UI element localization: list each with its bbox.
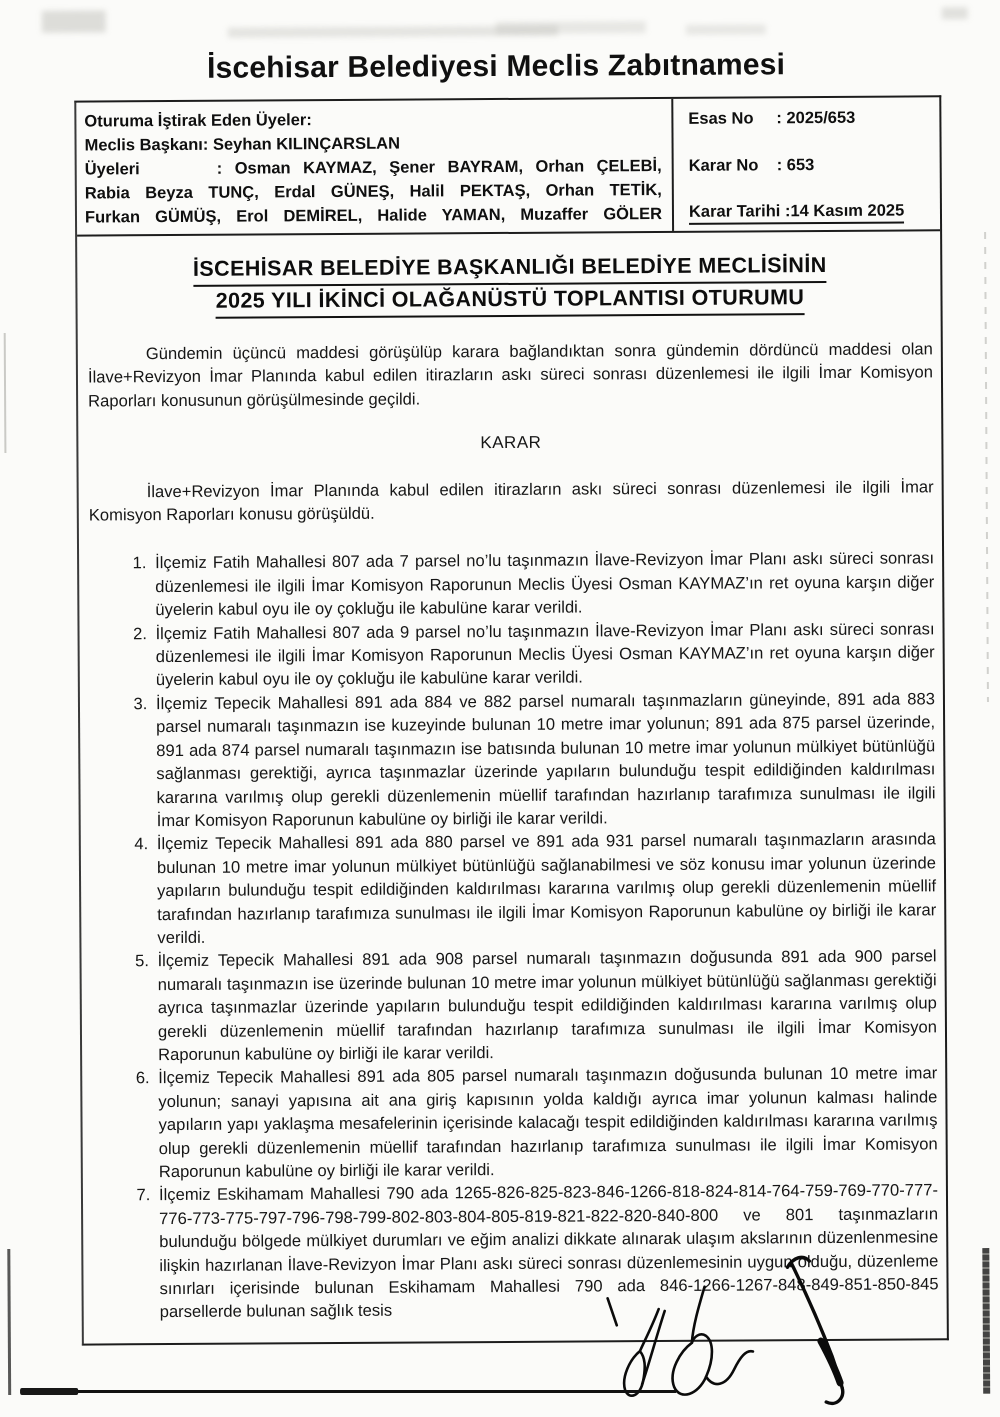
signature-stroke-3 [787,1257,842,1404]
karar-tarihi-value: :14 Kasım 2025 [784,201,905,221]
signature-stroke-1 [608,1298,666,1396]
section-heading-line1: İSCEHİSAR BELEDİYE BAŞKANLIĞI BELEDİYE MECLİSİNİN [193,251,827,287]
karar-tarihi-row [689,201,932,224]
members-line [85,154,662,182]
scan-right-dashed-line [984,232,989,702]
scan-left-edge-mark [7,1249,11,1395]
decision-item-5: 5. İlçemiz Tepecik Mahallesi 891 ada 908 parsel numaralı taşınmazın doğusunda 891 ada 900 parsel numaralı taşınmazın ise üzerinde bulunan 10 metre imar yolunun mülkiyet bütünlüğü sağlanması gerektiği ayrıca taşınmazlar üzerinde yapıların bulunduğu tespit edildiğinden kaldırılması kararına varılmış olup gerekli düzenlemenin müellif tarafından hazırlanıp tarafımıza sunulması ile ilgili İmar Komisyon Raporunun kabulüne oy birliği ile karar verildi. [153,945,937,1067]
decision-item-7: 7. İlçemiz Eskihamam Mahallesi 790 ada 1265-826-825-823-846-1266-818-824-814-764-759-769-770-777-776-773-775-797-796-798-799-802-803-804-805-819-821-822-820-840-800 ve 801 taşınmazların bulunduğu bölgede mülkiyet durumları ve eğim analizi dikkate alınarak ulaşım akslarının düzenlenmesine ilişkin hazırlanan İlave-Revizyon İmar Planı askı süreci sonrası düzenlemesinin uygun olduğu, düzenleme sınırları içerisinde bulunan Eskihamam Mahallesi 790 ada 846-1266-1267-848-849-851-850-845 parsellerde bulunan sağlık tesis [155,1179,939,1324]
case-info-cell [671,97,940,231]
karar-heading: KARAR [480,432,542,453]
document-frame [74,95,949,1345]
members-names-2: Rabia Beyza TUNÇ, Erdal GÜNEŞ, Halil PEKTAŞ, Orhan TETİK, [84,181,662,203]
intro-paragraph: Gündemin üçüncü maddesi görüşülüp karara bağlandıktan sonra gündemin dördüncü maddesi olan İlave+Revizyon İmar Planında kabul edilen itirazların askı süreci sonrası düzenlemesi ile ilgili İmar Komisyon Raporları konusunun görüşülmesinde geçildi. [87,339,934,411]
scan-left-edge-faint [4,333,7,453]
scan-smudge-top-right [686,24,766,34]
scan-smudge-corner [942,7,968,19]
signatures-overlay [563,1245,1000,1417]
decision-item-6: 6. İlçemiz Tepecik Mahallesi 891 ada 805 parsel numaralı taşınmazın doğusunda bulunan 10 metre imar yolunun; sanayi yapısına ait ana giriş kapısının yolda kaldığı ayrıca imar yolunun kalması halinde yapıların yapı yaklaşma mesafelerinin içerisinde kalacağı tespit edildiğinden kaldırılması kararına varılmış olup gerekli düzenlemenin müellif tarafından hazırlanıp tarafımıza sunulması ile ilgili İmar Komisyon Raporunun kabulüne oy birliği ile karar verildi. [154,1062,938,1184]
karar-no-label: Karar No [688,155,759,175]
attendees-cell [76,99,672,235]
karar-no-value: : 653 [776,155,815,174]
header-table [76,97,940,236]
decision-item-2: 2. İlçemiz Fatih Mahallesi 807 ada 9 parsel no’lu taşınmazın İlave-Revizyon İmar Planı askı süreci sonrası düzenlemesi ile ilgili İmar Komisyon Raporunun Meclis Üyesi Osman KAYMAZ’ın ret oyuna karşın diğer üyelerin kabul oyu ile oy çokluğu ile kabulüne karar verildi. [151,617,934,692]
decision-item-1: 1. İlçemiz Fatih Mahallesi 807 ada 7 parsel no’lu taşınmazın İlave-Revizyon İmar Planı askı süreci sonrası düzenlemesi ile ilgili İmar Komisyon Raporunun Meclis Üyesi Osman KAYMAZ’ın ret oyuna karşın diğer üyelerin kabul oyu ile oy çokluğu ile kabulüne karar verildi. [151,547,934,622]
esas-no-value: : 2025/653 [776,108,856,128]
esas-no-row [688,108,931,128]
document-body [77,231,947,1334]
decision-list [89,547,939,1325]
decision-item-3: 3. İlçemiz Tepecik Mahallesi 891 ada 884 ve 882 parsel numaralı taşınmazların güneyinde, 891 ada 883 parsel numaralı taşınmazın ise kuzeyinde bulunan 10 metre imar yolunun; 891 ada 875 parsel üzerinde, 891 ada 874 parsel numaralı taşınmazın ise batısında bulunan 10 metre imar yolunun mülkiyet bütünlüğü sağlanması gerektiği, ayrıca taşınmazlar üzerinde yapıların bulunduğu tespit edildiğinden kaldırılması kararına varılmış olup gerekli düzenlemenin müellif tarafından hazırlanıp tarafımıza sunulması ile ilgili İmar Komisyon Raporunun kabulüne oy birliği ile karar verildi. [152,687,936,832]
scan-smudge-top-mid [228,26,558,38]
attendees-heading: Oturuma İştirak Eden Üyeler: [84,111,312,131]
page-title: İscehisar Belediyesi Meclis Zabıtnamesi [206,48,786,85]
esas-no-label: Esas No [688,109,754,128]
signature-stroke-2 [672,1286,753,1394]
karar-tarihi-label: Karar Tarihi [688,202,781,221]
decision-item-4: 4. İlçemiz Tepecik Mahallesi 891 ada 880 parsel ve 891 ada 931 parsel numaralı taşınmazların arasında bulunan 10 metre imar yolunun mülkiyet bütünlüğü sağlanabilmesi ve söz konusu imar yolunun üzerinde yapıların bulunduğu tespit edildiğinden kaldırılması kararına varılmış olup gerekli düzenlemenin müellif tarafından hazırlanıp tarafımıza sunulması ile ilgili İmar Komisyon Raporunun kabulüne oy birliği ile karar verildi. [153,828,937,950]
section-heading [87,250,932,319]
karar-no-row [689,155,932,175]
karar-paragraph: İlave+Revizyon İmar Planında kabul edilen itirazların askı süreci sonrası düzenlemesi ile ilgili İmar Komisyon Raporları konusu görüşüldü. [88,476,934,525]
members-names-3: Furkan GÜMÜŞ, Erol DEMİREL, Halide YAMAN, Muzaffer GÖLER [84,205,663,227]
scan-smudge-top-left [42,10,106,32]
members-names-1: : Osman KAYMAZ, Şener BAYRAM, Orhan ÇELEBİ, [216,157,662,178]
council-president-line: Meclis Başkanı: Seyhan KILINÇARSLAN [84,134,401,155]
scan-smudge-top-mid2 [496,21,646,34]
members-label: Üyeleri [84,160,140,179]
section-heading-line2: 2025 YILI İKİNCİ OLAĞANÜSTÜ TOPLANTISI OTURUMU [216,283,805,319]
